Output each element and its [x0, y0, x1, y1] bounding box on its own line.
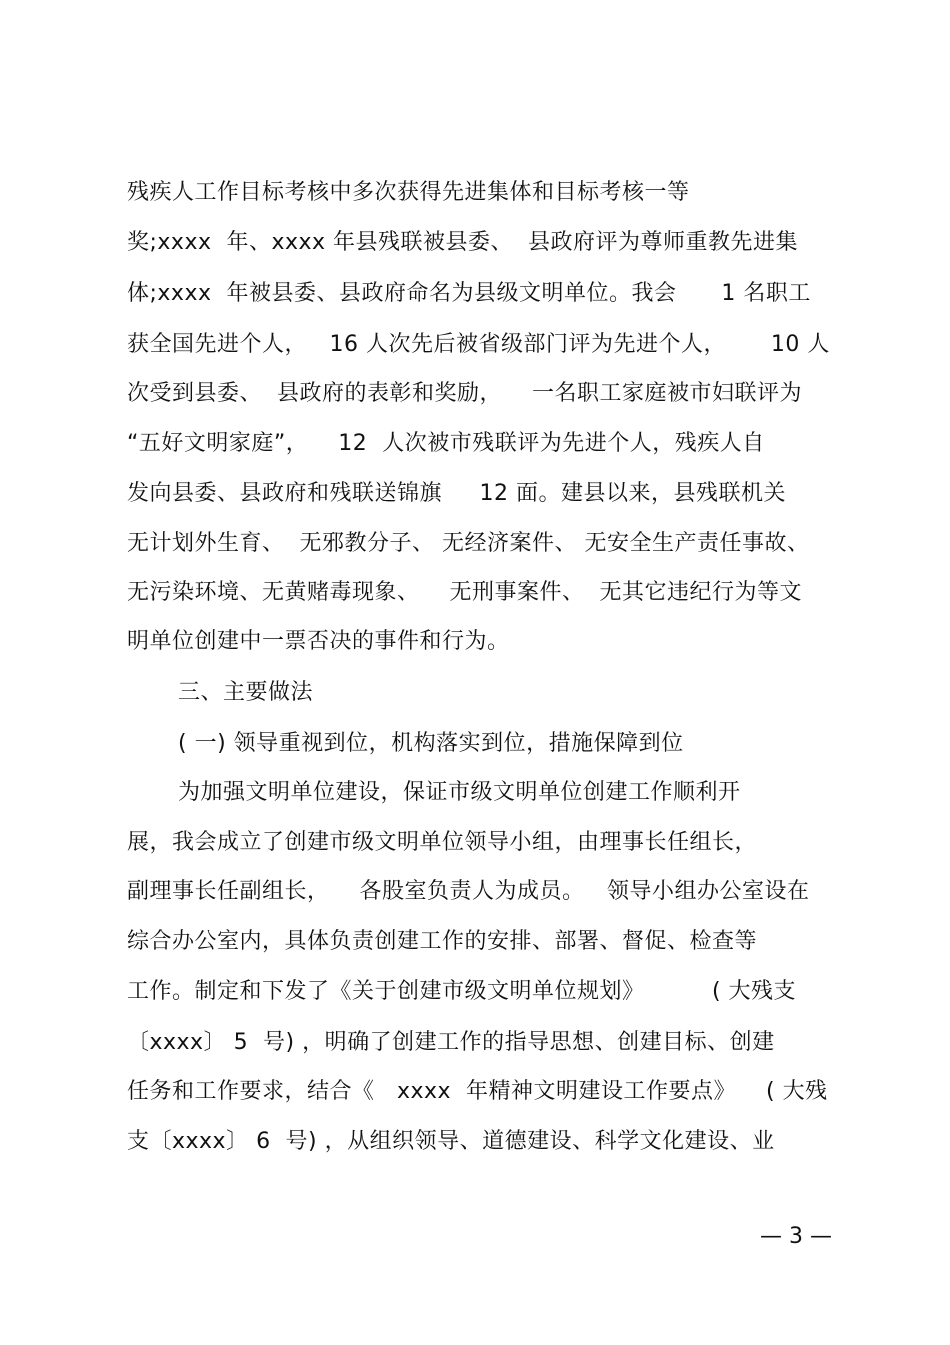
text-line: 支〔xxxx〕 6 号) ，从组织领导、道德建设、科学文化建设、业: [127, 1129, 775, 1154]
text-line: 次受到县委、 县政府的表彰和奖励， 一名职工家庭被市妇联评为: [127, 381, 802, 406]
section-heading: 三、主要做法: [178, 680, 314, 705]
text-line: 〔xxxx〕 5 号) ，明确了创建工作的指导思想、创建目标、创建: [127, 1030, 775, 1055]
text-line: 明单位创建中一票否决的事件和行为。: [127, 629, 510, 654]
text-line: 为加强文明单位建设，保证市级文明单位创建工作顺利开: [178, 780, 741, 805]
text-line: 无污染环境、无黄赌毒现象、 无刑事案件、 无其它违纪行为等文: [127, 580, 802, 605]
text-line: 残疾人工作目标考核中多次获得先进集体和目标考核一等: [127, 180, 690, 205]
text-line: 体;xxxx 年被县委、县政府命名为县级文明单位。我会 1 名职工: [127, 281, 811, 306]
page-number: — 3 —: [760, 1224, 832, 1249]
text-line: 获全国先进个人， 16 人次先后被省级部门评为先进个人， 10 人: [127, 332, 830, 357]
text-line: 展，我会成立了创建市级文明单位领导小组，由理事长任组长，: [127, 830, 758, 855]
text-line: 发向县委、县政府和残联送锦旗 12 面。建县以来，县残联机关: [127, 481, 786, 506]
subsection-heading: ( 一) 领导重视到位，机构落实到位，措施保障到位: [178, 731, 684, 756]
text-line: “五好文明家庭”， 12 人次被市残联评为先进个人，残疾人自: [127, 431, 765, 456]
text-line: 奖;xxxx 年、xxxx 年县残联被县委、 县政府评为尊师重教先进集: [127, 230, 799, 255]
text-line: 综合办公室内，具体负责创建工作的安排、部署、督促、检查等: [127, 929, 758, 954]
text-line: 任务和工作要求，结合《 xxxx 年精神文明建设工作要点》 ( 大残: [127, 1079, 828, 1104]
text-line: 副理事长任副组长， 各股室负责人为成员。 领导小组办公室设在: [127, 879, 810, 904]
text-line: 无计划外生育、 无邪教分子、 无经济案件、 无安全生产责任事故、: [127, 531, 810, 556]
text-line: 工作。制定和下发了《关于创建市级文明单位规划》 ( 大残支: [127, 979, 797, 1004]
